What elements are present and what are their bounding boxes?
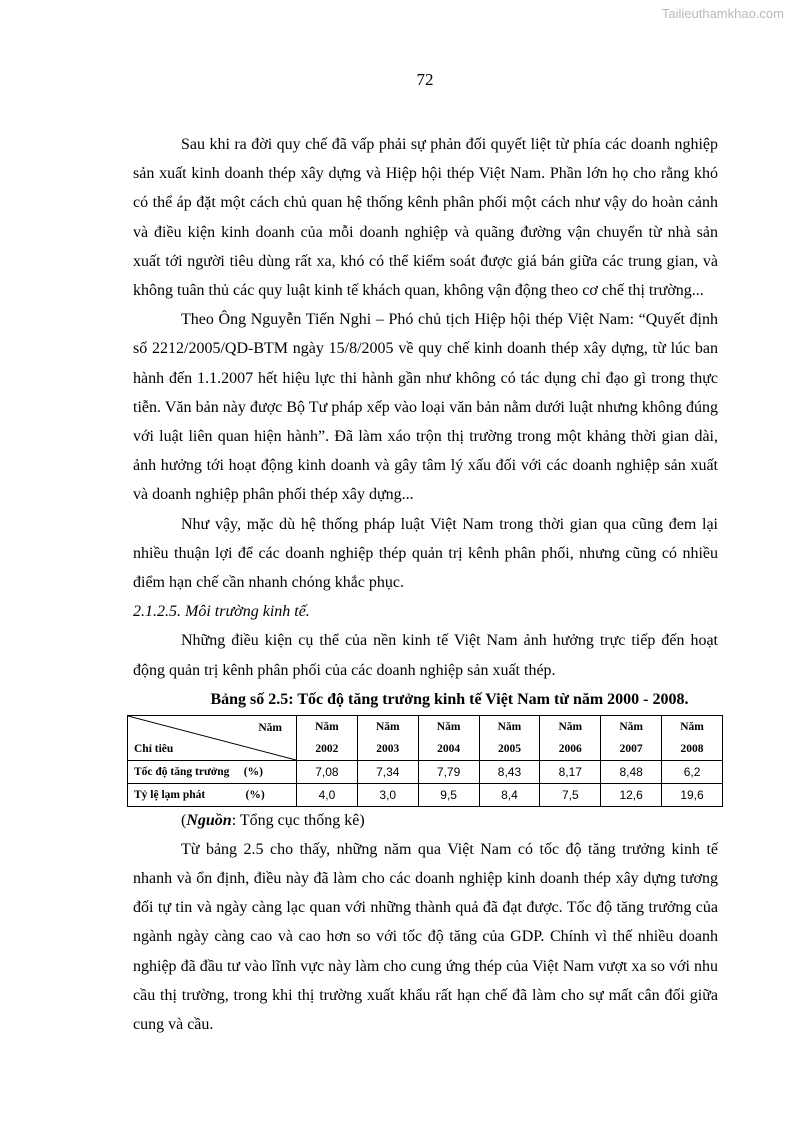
paragraph-4: Những điều kiện cụ thể của nền kinh tế Việt Nam ảnh hưởng trực tiếp đến hoạt động quản trị kênh phân phối của các doanh nghiệp sản xuất thép. — [133, 632, 718, 679]
year-value: 2003 — [376, 742, 400, 755]
table-cell: 8,4 — [479, 783, 540, 806]
watermark: Tailieuthamkhao.com — [661, 6, 784, 21]
year-header — [418, 715, 479, 760]
source-label: Nguồn — [186, 811, 232, 829]
year-header — [357, 715, 418, 760]
table-cell: 8,48 — [601, 760, 662, 783]
table-cell: 3,0 — [357, 783, 418, 806]
row-label: Tỷ lệ lạm phát (%) — [128, 783, 297, 806]
year-prefix: Năm — [680, 720, 704, 733]
year-header — [601, 715, 662, 760]
paragraph-2: Theo Ông Nguyễn Tiến Nghi – Phó chủ tịch Hiệp hội thép Việt Nam: “Quyết định số 2212/2005/QD-BTM ngày 15/8/2005 về quy chế kinh doanh thép xây dựng, từ lúc ban hành đến 1.1.2007 hết hiệu lực thi hành gần như không có tác dụng chỉ đạo gì trong thực tiễn. Văn bản này được Bộ Tư pháp xếp vào loại văn bản nằm dưới luật nhưng không đúng với luật liên quan hiện hành”. Đã làm xáo trộn thị trường trong một khảng thời gian dài, ảnh hưởng tới hoạt động kinh doanh và gây tâm lý xấu đối với các doanh nghiệp sản xuất và doanh nghiệp phân phối thép xây dựng... — [133, 311, 718, 504]
document-body — [133, 130, 718, 1039]
table-row-inflation-rate — [128, 783, 723, 806]
growth-table — [127, 715, 723, 807]
year-prefix: Năm — [315, 720, 339, 733]
table-title: Bảng số 2.5: Tốc độ tăng trưởng kinh tế Việt Nam từ năm 2000 - 2008. — [210, 690, 689, 708]
row-label: Tốc độ tăng trưởng (%) — [128, 760, 297, 783]
year-header — [479, 715, 540, 760]
year-prefix: Năm — [375, 720, 400, 733]
year-prefix: Năm — [619, 720, 643, 733]
year-header — [297, 715, 358, 760]
paragraph-3: Như vậy, mặc dù hệ thống pháp luật Việt Nam trong thời gian qua cũng đem lại nhiều thuận lợi để các doanh nghiệp thép quản trị kênh phân phối, nhưng cũng có nhiều điểm hạn chế cần nhanh chóng khắc phục. — [133, 515, 718, 592]
table-cell: 7,08 — [297, 760, 358, 783]
year-header — [662, 715, 723, 760]
page-number: 72 — [416, 70, 434, 89]
year-value: 2004 — [437, 742, 461, 755]
year-prefix: Năm — [558, 720, 583, 733]
table-cell: 4,0 — [297, 783, 358, 806]
year-prefix: Năm — [497, 720, 522, 733]
year-value: 2002 — [315, 742, 339, 755]
table-source — [133, 807, 718, 835]
paragraph-1: Sau khi ra đời quy chế đã vấp phải sự phản đối quyết liệt từ phía các doanh nghiệp sản xuất kinh doanh thép xây dựng và Hiệp hội thép Việt Nam. Phần lớn họ cho rằng khó có thể áp đặt một cách chủ quan hệ thống kênh phân phối một cách như vậy do hoàn cảnh và điều kiện kinh doanh của mỗi doanh nghiệp và quãng đường vận chuyển từ nhà sản xuất tới người tiêu dùng rất xa, khó có thể kiểm soát được giá bán giữa các trung gian, và không tuân thủ các quy luật kinh tế khách quan, không vận động theo cơ chế thị trường... — [133, 136, 718, 300]
table-cell: 7,34 — [357, 760, 418, 783]
paragraph-5: Từ bảng 2.5 cho thấy, những năm qua Việt Nam có tốc độ tăng trưởng kinh tế nhanh và ổn định, điều này đã làm cho các doanh nghiệp kinh doanh thép xây dựng tương đối tự tin và ngày càng lạc quan với những thành quả đã đạt được. Tốc độ tăng trưởng của ngành ngày càng cao và cao hơn so với tốc độ tăng của GDP. Chính vì thế nhiều doanh nghiệp đã đầu tư vào lĩnh vực này làm cho cung ứng thép của Việt Nam vượt xa so với nhu cầu thị trường, trong khi thị trường xuất khẩu rất hạn chế đã làm cho sự mất cân đối giữa cung và cầu. — [133, 840, 718, 1034]
year-value: 2006 — [558, 742, 582, 755]
table-cell: 6,2 — [662, 760, 723, 783]
table-cell: 12,6 — [601, 783, 662, 806]
corner-label-year: Năm — [258, 721, 282, 734]
table-cell: 19,6 — [662, 783, 723, 806]
table-cell: 8,43 — [479, 760, 540, 783]
year-value: 2005 — [497, 742, 521, 755]
year-prefix: Năm — [436, 720, 461, 733]
table-cell: 9,5 — [418, 783, 479, 806]
table-header-row — [128, 715, 723, 760]
year-header — [540, 715, 601, 760]
source-text: : Tổng cục thống kê) — [231, 811, 365, 829]
year-value: 2007 — [619, 742, 643, 755]
table-cell: 7,5 — [540, 783, 601, 806]
section-heading: 2.1.2.5. Môi trường kinh tế. — [133, 603, 310, 621]
source-open-paren: ( — [181, 811, 187, 829]
corner-label-indicator: Chỉ tiêu — [134, 742, 174, 755]
table-row-growth-rate — [128, 760, 723, 783]
table-corner-cell — [128, 715, 297, 760]
year-value: 2008 — [680, 742, 704, 755]
table-cell: 7,79 — [418, 760, 479, 783]
table-cell: 8,17 — [540, 760, 601, 783]
